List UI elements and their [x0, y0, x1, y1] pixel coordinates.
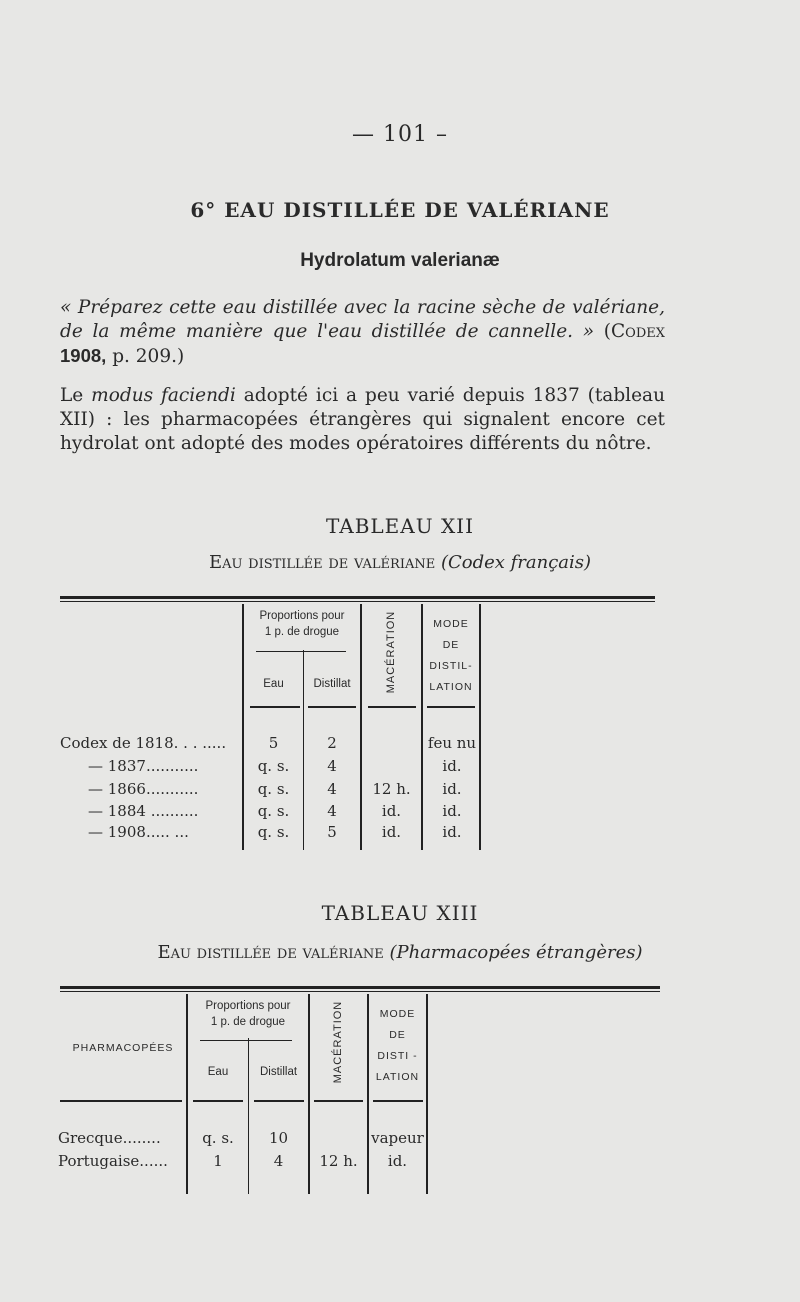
codex-year: 1908,: [60, 345, 107, 366]
section-subtitle: Hydrolatum valerianæ: [300, 250, 500, 271]
t12-row4-mode: id.: [442, 802, 462, 820]
t12-row4-label: — 1884 ..........: [88, 802, 199, 820]
codex-page: p. 209.): [112, 346, 185, 367]
t12-rule-mode: [427, 706, 475, 708]
table13-hdr-proportions: [188, 998, 308, 1030]
t12-row2-mode: id.: [442, 757, 462, 775]
table12-caption: [0, 552, 800, 573]
quote-text: « Préparez cette eau distillée avec la racine sèche de valériane, de la même manière que l'eau distillée de cannelle. »: [60, 297, 665, 342]
codex-ref: (Codex: [603, 321, 665, 342]
t13-row2-dist: 4: [273, 1152, 284, 1170]
t12-prop-2: 1 p. de drogue: [264, 626, 340, 638]
table12-hdr-eau: Eau: [263, 678, 284, 690]
t12-row5-mode: id.: [442, 823, 462, 841]
table13-hdr-pharmacopees: PHARMACOPÉES: [72, 1042, 174, 1054]
p2-rest: adopté ici a peu varié depuis 1837 (tableau XII) : les pharmacopées étrangères qui signalent encore cet hydrolat ont adopté des modes opératoires différents du nôtre.: [60, 385, 665, 454]
t12-row5-eau: q. s.: [257, 823, 290, 841]
table13-caption-it: (Pharmacopées étrangères): [389, 942, 643, 963]
t12-prop-1: Proportions pour: [259, 610, 345, 622]
t12-row4-mac: id.: [381, 802, 402, 820]
table12-top-rule2: [60, 601, 655, 602]
table13-hdr-eau: Eau: [207, 1066, 229, 1078]
table13-vline-sub: [248, 1038, 249, 1194]
t12-row1-eau: 5: [268, 734, 279, 752]
t13-rule-dist: [254, 1100, 304, 1102]
t13-row2-mode: id.: [387, 1152, 408, 1170]
t12-row3-mac: 12 h.: [372, 780, 411, 798]
t12-row5-mac: id.: [381, 823, 402, 841]
t13-mode-4: LATION: [375, 1071, 420, 1083]
t12-rule-mac: [368, 706, 416, 708]
t12-row2-dist: 4: [327, 757, 337, 775]
t12-row3-eau: q. s.: [257, 780, 290, 798]
table13-vline-4: [426, 994, 428, 1194]
table12-caption-it: (Codex français): [440, 552, 592, 573]
table13-hdr-mode: [369, 1004, 426, 1088]
t12-row4-eau: q. s.: [257, 802, 290, 820]
table13-hdr-maceration: MACÉRATION: [332, 1000, 344, 1084]
p2-start: Le: [60, 385, 84, 406]
table12-hdr-distillat: Distillat: [313, 678, 351, 690]
t12-mode-3: DISTIL-: [429, 660, 473, 672]
table13-top-rule: [60, 986, 660, 989]
table13-title: TABLEAU XIII: [321, 901, 479, 925]
t12-row3-dist: 4: [327, 780, 337, 798]
paragraph-modus: [60, 384, 665, 456]
t13-mode-1: MODE: [379, 1008, 416, 1020]
table12-hdr-maceration: MACÉRATION: [385, 610, 397, 694]
table12-hdr-proportions: [244, 608, 360, 640]
t12-row3-label: — 1866...........: [88, 780, 199, 798]
t12-row3-mode: id.: [442, 780, 462, 798]
section-title: 6° EAU DISTILLÉE DE VALÉRIANE: [190, 198, 610, 222]
t12-row4-dist: 4: [327, 802, 337, 820]
t13-row2-eau: 1: [213, 1152, 223, 1170]
t13-mode-3: DISTI -: [377, 1050, 418, 1062]
t13-rule-eau: [193, 1100, 243, 1102]
t12-mode-4: LATION: [429, 681, 473, 693]
table12-caption-sc: Eau distillée de valériane: [208, 552, 436, 573]
t12-mode-2: DE: [442, 639, 460, 651]
table13-top-rule2: [60, 991, 660, 992]
t13-rule-mode: [373, 1100, 423, 1102]
t12-row5-label: — 1908..... ...: [88, 823, 189, 841]
t12-rule-eau: [250, 706, 300, 708]
p2-italic: modus faciendi: [91, 385, 236, 406]
t12-row1-mode: feu nu: [427, 734, 477, 752]
t12-row2-eau: q. s.: [257, 757, 290, 775]
paragraph-quote: [60, 296, 665, 369]
t12-row2-label: — 1837...........: [88, 757, 199, 775]
t12-row1-dist: 2: [327, 734, 337, 752]
t13-row1-label: Grecque........: [58, 1129, 161, 1147]
t13-row1-eau: q. s.: [202, 1129, 234, 1147]
t12-row5-dist: 5: [327, 823, 337, 841]
table12-hdr-mode: [423, 614, 479, 698]
table13-caption: [0, 942, 800, 963]
t13-row2-label: Portugaise......: [58, 1152, 168, 1170]
page-number: — 101 –: [352, 122, 448, 147]
t13-prop-1: Proportions pour: [205, 1000, 291, 1012]
t13-rule-mac: [314, 1100, 363, 1102]
table12-title: TABLEAU XII: [326, 514, 474, 538]
table13-hdr-distillat: Distillat: [259, 1066, 298, 1078]
table13-brace: [200, 1040, 292, 1041]
t13-row1-dist: 10: [268, 1129, 289, 1147]
table12-brace: [256, 651, 346, 652]
t13-row2-mac: 12 h.: [319, 1152, 358, 1170]
t12-row1-label: Codex de 1818. . . .....: [60, 734, 227, 752]
t13-row1-mode: vapeur: [371, 1129, 424, 1147]
table13-caption-sc: Eau distillée de valériane: [157, 942, 384, 963]
t12-rule-dist: [308, 706, 356, 708]
t12-mode-1: MODE: [433, 618, 469, 630]
t13-rule-label: [60, 1100, 182, 1102]
table12-top-rule: [60, 596, 655, 599]
t13-prop-2: 1 p. de drogue: [210, 1016, 286, 1028]
t13-mode-2: DE: [389, 1029, 406, 1041]
